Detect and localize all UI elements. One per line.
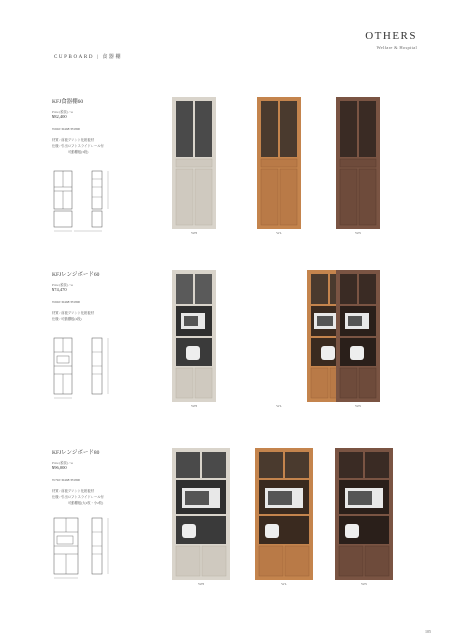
product-price: ¥74,470 (52, 287, 67, 292)
product-material: 材質 / 前板プリント化粧板材 (52, 138, 94, 142)
cabinet-wh (172, 97, 216, 229)
cabinet-wl (257, 97, 301, 229)
product-size: W602×D468×H1800 (52, 127, 81, 131)
price-label: Price (税抜) / \u (52, 461, 73, 465)
rangeboard80-wl (255, 448, 313, 580)
color-caption: WN (355, 404, 361, 408)
product-title: KFJレンジボード60 (52, 272, 100, 278)
color-caption: WH (198, 582, 204, 586)
page-header (365, 30, 417, 50)
rangeboard80-wn (335, 448, 393, 580)
product-material: 材質 / 前板プリント化粧板材 (52, 311, 94, 315)
product-section-cupboard-60 (52, 97, 422, 242)
rangeboard-wn (336, 270, 380, 402)
rangeboard-wh (172, 270, 216, 402)
color-caption: WL (276, 231, 282, 235)
product-spec: 仕様 / 引出ロフトスライドレール付 (52, 144, 104, 148)
product-size: W602×D468×H1800 (52, 300, 81, 304)
product-price: ¥82,400 (52, 114, 67, 119)
color-caption: WL (281, 582, 287, 586)
product-size: W792×D468×H1800 (52, 478, 81, 482)
page-subtitle: Welfare & Hospital (376, 45, 417, 50)
color-caption: WN (355, 231, 361, 235)
dimension-diagram (52, 336, 124, 402)
product-spec: 仕様 / 引出ロフトスライドレール付 (52, 495, 104, 499)
color-caption: WL (276, 404, 282, 408)
dimension-diagram (52, 516, 124, 582)
product-spec-2: 可動棚板(3段) (68, 150, 89, 154)
color-caption: WH (191, 404, 197, 408)
rangeboard80-wh (172, 448, 230, 580)
dimension-diagram (52, 169, 124, 235)
product-title: KFJ食器棚60 (52, 99, 84, 105)
page-title: OTHERS (365, 30, 417, 42)
cabinet-wn (336, 97, 380, 229)
price-label: Price (税抜) / \u (52, 110, 73, 114)
product-material: 材質 / 前板プリント化粧板材 (52, 489, 94, 493)
page-number: 105 (425, 629, 431, 634)
color-caption: WN (361, 582, 367, 586)
price-label: Price (税抜) / \u (52, 283, 73, 287)
product-section-rangeboard-80 (52, 448, 422, 593)
color-caption: WH (191, 231, 197, 235)
product-spec: 仕様 / 可動棚板(2段) (52, 317, 82, 321)
product-price: ¥96,000 (52, 465, 67, 470)
category-label: CUPBOARD | 食器棚 (54, 55, 123, 60)
product-spec-2: 可動棚板(大2枚・小2枚) (68, 501, 104, 505)
product-title: KFJレンジボード80 (52, 450, 100, 456)
product-section-rangeboard-60 (52, 270, 422, 415)
